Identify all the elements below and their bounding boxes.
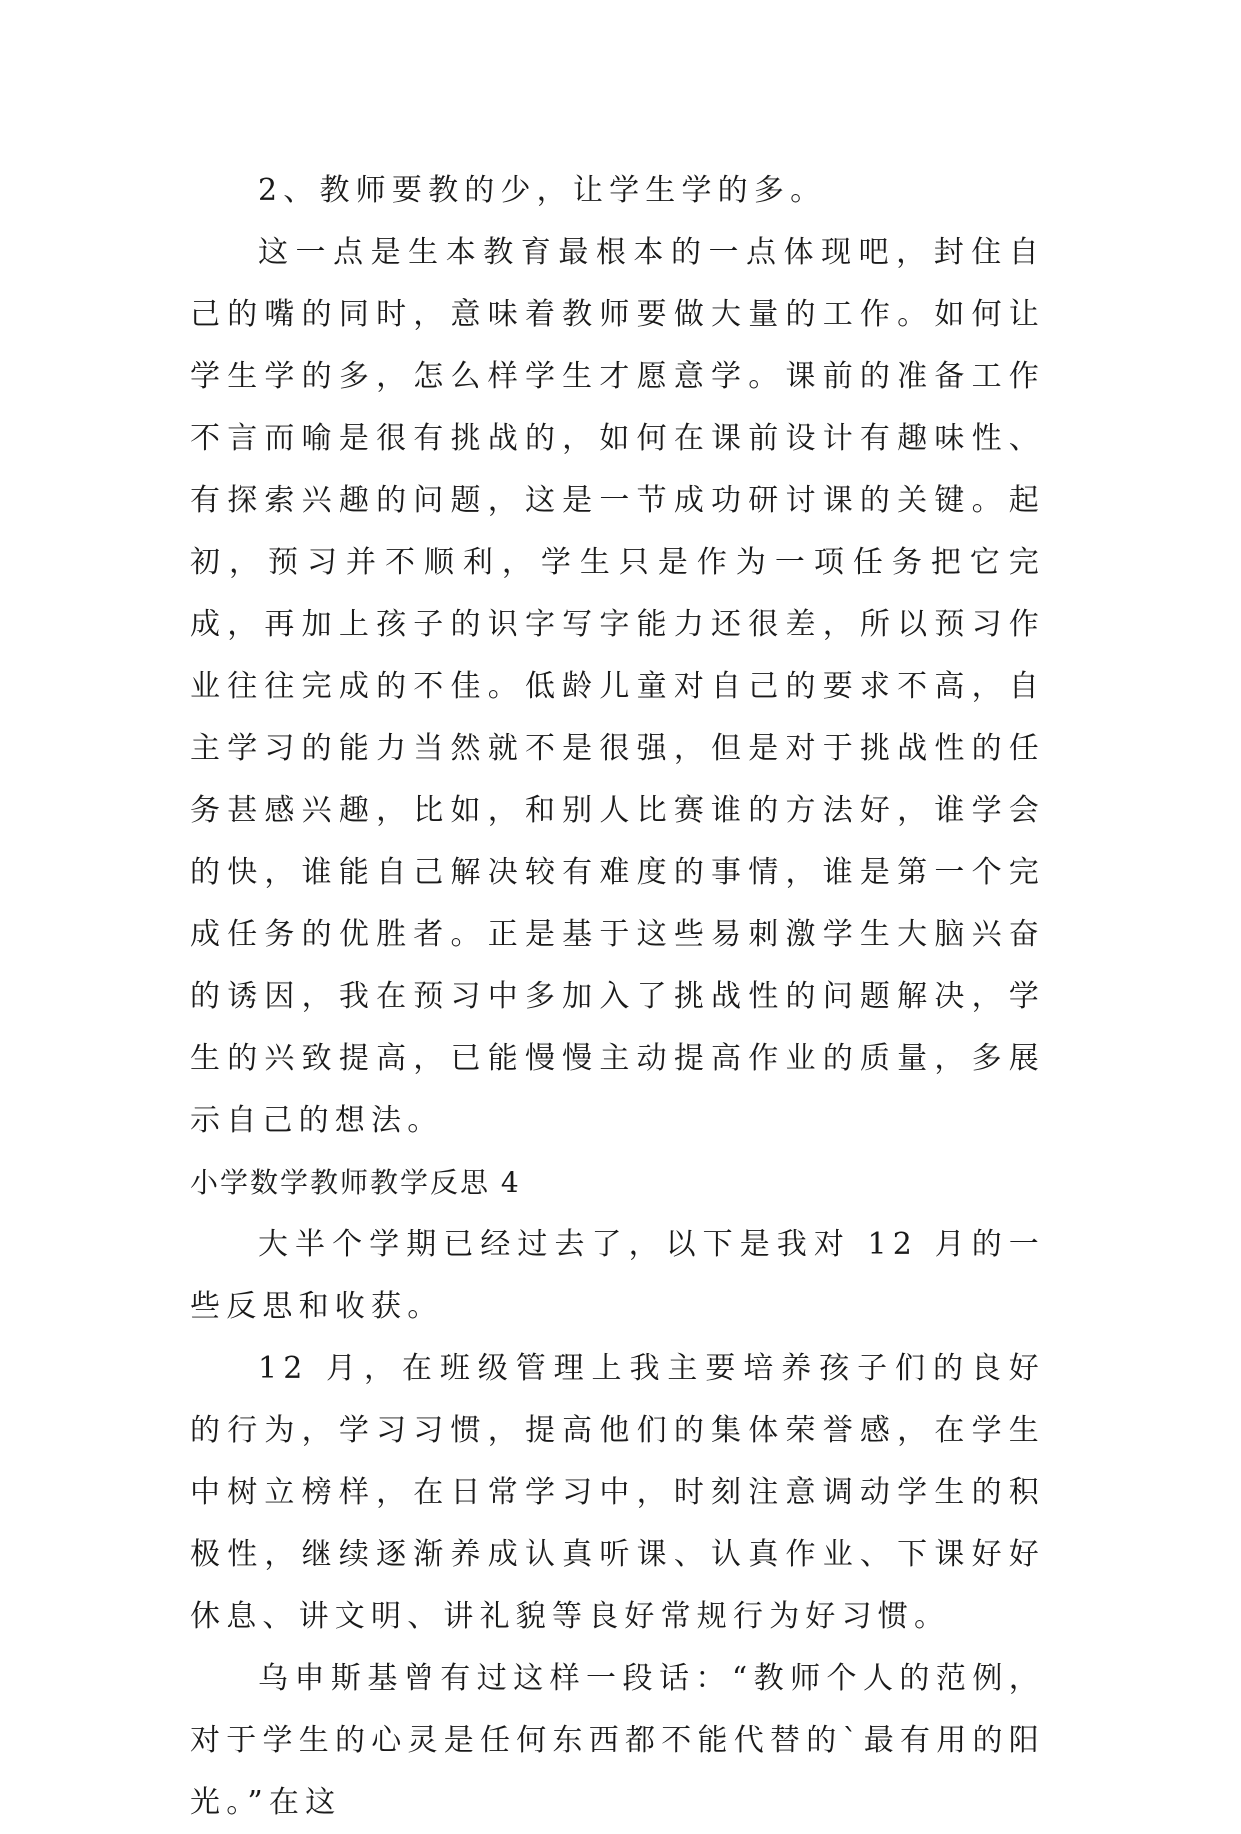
- document-body: [190, 160, 1045, 1834]
- paragraph-class-management: 12 月，在班级管理上我主要培养孩子们的良好的行为，学习习惯，提高他们的集体荣誉感，在学生中树立榜样，在日常学习中，时刻注意调动学生的积极性，继续逐渐养成认真听课、认真作业、下课好好休息、讲文明、讲礼貌等良好常规行为好习惯。: [190, 1351, 1045, 1634]
- section-heading: 小学数学教师教学反思 4: [190, 1166, 521, 1199]
- paragraph-student-centered: 这一点是生本教育最根本的一点体现吧，封住自己的嘴的同时，意味着教师要做大量的工作。如何让学生学的多，怎么样学生才愿意学。课前的准备工作不言而喻是很有挑战的，如何在课前设计有趣味性、有探索兴趣的问题，这是一节成功研讨课的关键。起初，预习并不顺利，学生只是作为一项任务把它完成，再加上孩子的识字写字能力还很差，所以预习作业往往完成的不佳。低龄儿童对自己的要求不高，自主学习的能力当然就不是很强，但是对于挑战性的任务甚感兴趣，比如，和别人比赛谁的方法好，谁学会的快，谁能自己解决较有难度的事情，谁是第一个完成任务的优胜者。正是基于这些易刺激学生大脑兴奋的诱因，我在预习中多加入了挑战性的问题解决，学生的兴致提高，已能慢慢主动提高作业的质量，多展示自己的想法。: [190, 235, 1045, 1138]
- paragraph-ushinsky-quote: 乌申斯基曾有过这样一段话：“教师个人的范例，对于学生的心灵是任何东西都不能代替的`最有用的阳光。”在这: [190, 1661, 1045, 1820]
- paragraph-point-2: 2、教师要教的少，让学生学的多。: [258, 173, 827, 208]
- paragraph-semester-reflection: 大半个学期已经过去了，以下是我对 12 月的一些反思和收获。: [190, 1227, 1045, 1324]
